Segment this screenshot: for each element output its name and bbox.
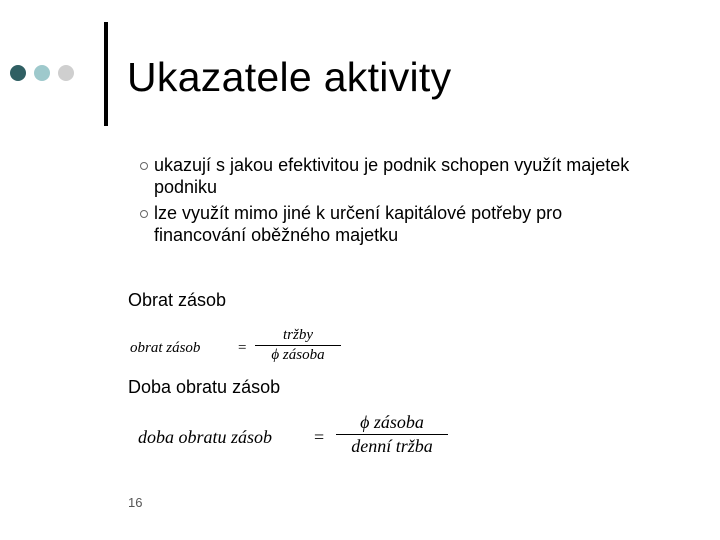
formula-lhs: doba obratu zásob xyxy=(138,427,273,447)
title-divider xyxy=(104,22,108,126)
bullet-item xyxy=(130,154,650,198)
bullet-ring-icon xyxy=(140,210,148,218)
page-number: 16 xyxy=(128,495,143,510)
formula-fraction xyxy=(255,327,341,364)
formula-equals: = xyxy=(238,340,247,356)
formula-fraction xyxy=(336,412,448,457)
section-heading-doba: Doba obratu zásob xyxy=(128,377,281,397)
fraction-bar xyxy=(255,345,341,346)
formula-obrat-zasob xyxy=(130,327,360,373)
formula-doba-obratu xyxy=(138,412,458,464)
decor-dots xyxy=(10,65,74,81)
slide-title: Ukazatele aktivity xyxy=(127,54,452,100)
bullet-ring-icon xyxy=(140,162,148,170)
bullet-text: ukazují s jakou efektivitou je podnik schopen využít majetek podniku xyxy=(154,155,630,197)
formula-numerator: ϕ zásoba xyxy=(360,412,424,432)
section-heading-obrat: Obrat zásob xyxy=(128,290,227,310)
bullet-list xyxy=(130,154,650,250)
bullet-text: lze využít mimo jiné k určení kapitálové potřeby pro financování oběžného majetku xyxy=(154,203,563,245)
formula-denominator: ϕ zásoba xyxy=(271,347,325,363)
bullet-item xyxy=(130,202,650,246)
formula-denominator: denní tržba xyxy=(351,436,433,456)
formula-numerator: tržby xyxy=(283,327,313,343)
fraction-bar xyxy=(336,434,448,435)
decor-dot-gray xyxy=(58,65,74,81)
decor-dot-light xyxy=(34,65,50,81)
formula-lhs: obrat zásob xyxy=(130,340,201,356)
formula-equals: = xyxy=(314,427,325,447)
decor-dot-dark xyxy=(10,65,26,81)
